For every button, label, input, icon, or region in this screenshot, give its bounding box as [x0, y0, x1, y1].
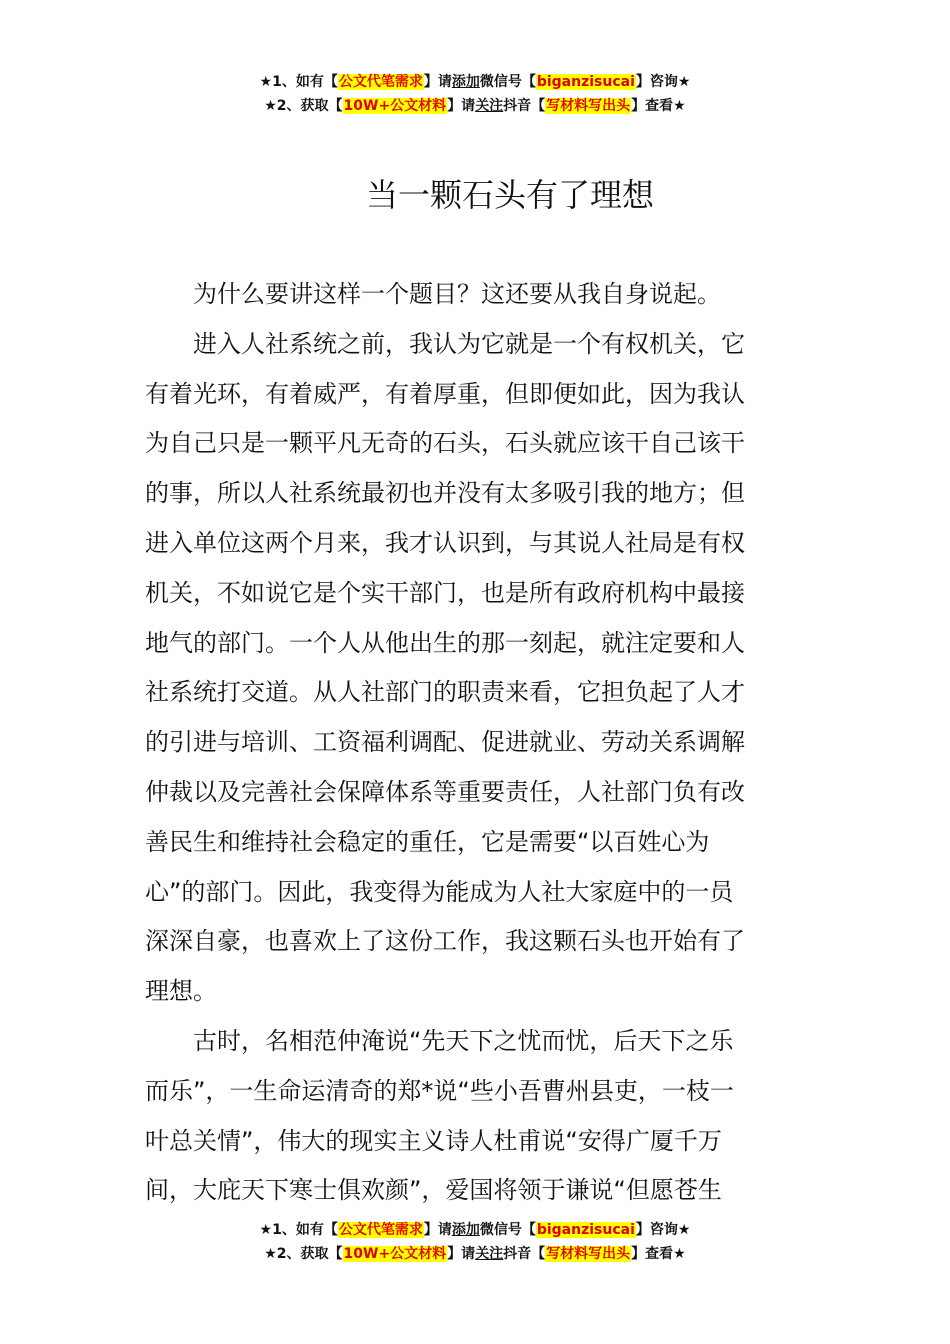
banner-underline: 添加	[451, 74, 480, 90]
banner-text: 抖音【	[503, 98, 546, 114]
document-title: 当一颗石头有了理想	[365, 176, 654, 214]
paragraph-line: 而乐”，一生命运清奇的郑*说“些小吾曹州县吏，一枝一	[145, 1076, 734, 1105]
banner-highlight: 公文代笔需求	[338, 1222, 423, 1238]
paragraph-line: 机关，不如说它是个实干部门，也是所有政府机构中最接	[145, 578, 745, 607]
banner-text: 】咨询★	[635, 1222, 691, 1238]
top-banner	[0, 70, 950, 118]
paragraph-line: 进入单位这两个月来，我才认识到，与其说人社局是有权	[145, 528, 745, 557]
banner-underline: 关注	[475, 98, 504, 114]
paragraph-line: 为什么要讲这样一个题目？这还要从我自身说起。	[193, 280, 721, 308]
paragraph-line: 善民生和维持社会稳定的重任，它是需要“以百姓心为	[145, 827, 710, 856]
banner-underline: 添加	[451, 1222, 480, 1238]
paragraph	[145, 320, 809, 1017]
banner-highlight: 10W+公文材料	[343, 98, 447, 114]
banner-line-2	[0, 1242, 950, 1266]
banner-line-1	[0, 1218, 950, 1242]
paragraph-line: 心”的部门。因此，我变得为能成为人社大家庭中的一员	[145, 877, 734, 906]
banner-text: 】咨询★	[635, 74, 691, 90]
paragraph-line: 进入人社系统之前，我认为它就是一个有权机关，它	[193, 329, 745, 358]
paragraph	[145, 1017, 809, 1216]
banner-text: 】请	[423, 1222, 452, 1238]
paragraph	[145, 270, 809, 320]
banner-text: 抖音【	[503, 1246, 546, 1262]
banner-text: ★1、如有【	[259, 74, 338, 90]
banner-underline: 关注	[475, 1246, 504, 1262]
banner-text: ★2、获取【	[264, 1246, 343, 1262]
banner-text: 微信号【	[479, 74, 536, 90]
banner-line-1	[0, 70, 950, 94]
banner-text: 】查看★	[631, 1246, 686, 1262]
banner-highlight: 公文代笔需求	[338, 74, 423, 90]
banner-text: ★2、获取【	[264, 98, 343, 114]
paragraph-line: 为自己只是一颗平凡无奇的石头，石头就应该干自己该干	[145, 429, 745, 458]
paragraph-line: 深深自豪，也喜欢上了这份工作，我这颗石头也开始有了	[145, 927, 745, 956]
paragraph-line: 古时，名相范仲淹说“先天下之忧而忧，后天下之乐	[193, 1026, 734, 1055]
banner-line-2	[0, 94, 950, 118]
banner-text: 】请	[447, 98, 476, 114]
banner-text: 】请	[447, 1246, 476, 1262]
banner-highlight: biganzisucai	[536, 1222, 635, 1238]
banner-highlight: biganzisucai	[536, 74, 635, 90]
banner-highlight: 写材料写出头	[546, 98, 631, 114]
banner-text: ★1、如有【	[259, 1222, 338, 1238]
banner-highlight: 10W+公文材料	[343, 1246, 447, 1262]
paragraph-line: 间，大庇天下寒士俱欢颜”，爱国将领于谦说“但愿苍生	[145, 1176, 722, 1205]
banner-text: 】请	[423, 74, 452, 90]
banner-text: 微信号【	[479, 1222, 536, 1238]
paragraph-line: 的引进与培训、工资福利调配、促进就业、劳动关系调解	[145, 728, 745, 757]
document-body	[145, 270, 809, 1216]
bottom-banner	[0, 1218, 950, 1266]
paragraph-line: 理想。	[145, 977, 217, 1006]
paragraph-line: 地气的部门。一个人从他出生的那一刻起，就注定要和人	[145, 628, 745, 657]
paragraph-line: 有着光环，有着威严，有着厚重，但即便如此，因为我认	[145, 379, 745, 408]
paragraph-line: 社系统打交道。从人社部门的职责来看，它担负起了人才	[145, 678, 745, 707]
paragraph-line: 叶总关情”，伟大的现实主义诗人杜甫说“安得广厦千万	[145, 1126, 722, 1155]
banner-text: 】查看★	[631, 98, 686, 114]
banner-highlight: 写材料写出头	[546, 1246, 631, 1262]
paragraph-line: 的事，所以人社系统最初也并没有太多吸引我的地方；但	[145, 479, 745, 508]
paragraph-line: 仲裁以及完善社会保障体系等重要责任，人社部门负有改	[145, 777, 745, 806]
